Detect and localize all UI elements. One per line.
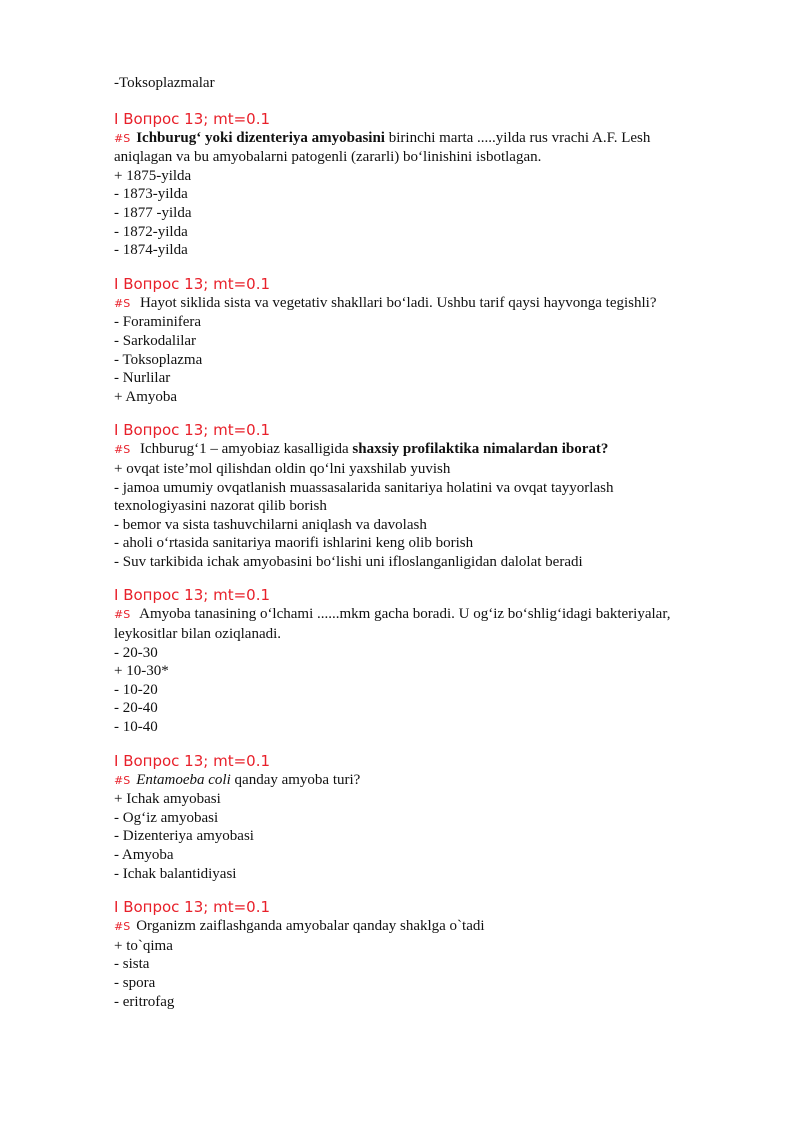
question-mark: #S — [114, 131, 131, 145]
question-header: I Вопрос 13; mt=0.1 — [114, 421, 271, 440]
answer-option: - Nurlilar — [114, 370, 171, 387]
stem-text: qanday amyoba turi? — [230, 771, 361, 788]
answer-option: - Dizenteriya amyobasi — [114, 828, 254, 845]
question-mark: #S — [114, 773, 131, 787]
stem-line-2: aniqlagan va bu amyobalarni patogenli (zararli) bo‘linishini isbotlagan. — [114, 149, 542, 166]
stem-text: Organizm zaiflashganda amyobalar qanday shaklga o`tadi — [136, 918, 485, 935]
answer-option: - 10-40 — [114, 719, 158, 736]
answer-option: + Ichak amyobasi — [114, 791, 221, 808]
answer-option: - 20-40 — [114, 700, 158, 717]
answer-option: - 1874-yilda — [114, 242, 188, 259]
document-page — [114, 74, 714, 1025]
answer-option: - spora — [114, 974, 156, 991]
stem-text: Amyoba tanasining o‘lchami ......mkm gacha boradi. U og‘iz bo‘shlig‘idagi bakteriyalar, — [136, 606, 671, 623]
answer-option: + 10-30* — [114, 663, 169, 680]
question-stem — [114, 605, 714, 625]
answer-option: + to`qima — [114, 937, 173, 954]
stem-line-2: leykositlar bilan oziqlanadi. — [114, 626, 282, 643]
answer-option: - Toksoplazma — [114, 351, 203, 368]
answer-option: - 1872-yilda — [114, 223, 188, 240]
question-header: I Вопрос 13; mt=0.1 — [114, 898, 271, 917]
answer-option: + ovqat iste’mol qilishdan oldin qo‘lni yaxshilab yuvish — [114, 460, 451, 477]
answer-option: texnologiyasini nazorat qilib borish — [114, 498, 327, 515]
answer-option: - bemor va sista tashuvchilarni aniqlash va davolash — [114, 516, 427, 533]
answer-option: - Foraminifera — [114, 314, 202, 331]
answer-option: + Amyoba — [114, 388, 178, 405]
question-block — [114, 109, 714, 260]
question-block — [114, 751, 714, 884]
answer-option: - 20-30 — [114, 644, 158, 661]
question-block — [114, 897, 714, 1011]
answer-option: - sista — [114, 956, 150, 973]
question-header: I Вопрос 13; mt=0.1 — [114, 109, 271, 128]
stem-italic: Entamoeba coli — [136, 771, 231, 788]
question-mark: #S — [114, 920, 131, 934]
answer-option: - jamoa umumiy ovqatlanish muassasalarida sanitariya holatini va ovqat tayyorlash — [114, 479, 614, 496]
answer-option: - Suv tarkibida ichak amyobasini bo‘lishi uni ifloslanganligidan dalolat beradi — [114, 553, 583, 570]
answer-option: - Og‘iz amyobasi — [114, 809, 219, 826]
question-stem — [114, 129, 714, 149]
stem-bold: Ichburug‘ yoki dizenteriya amyobasini — [136, 129, 385, 146]
answer-option: - 10-20 — [114, 681, 158, 698]
question-block — [114, 585, 714, 736]
question-header: I Вопрос 13; mt=0.1 — [114, 751, 271, 770]
answer-option: - aholi o‘rtasida sanitariya maorifi ishlarini keng olib borish — [114, 535, 474, 552]
question-mark: #S — [114, 608, 131, 622]
answer-option: - eritrofag — [114, 993, 175, 1010]
question-mark: #S — [114, 443, 131, 457]
stem-bold: shaxsiy profilaktika nimalardan iborat? — [352, 441, 609, 458]
question-header: I Вопрос 13; mt=0.1 — [114, 586, 271, 605]
intro-line: -Toksoplazmalar — [114, 75, 215, 91]
question-block — [114, 274, 714, 407]
answer-option: - 1873-yilda — [114, 186, 188, 203]
answer-option: - Amyoba — [114, 847, 174, 863]
answer-option: - 1877 -yilda — [114, 204, 192, 221]
answer-option: + 1875-yilda — [114, 167, 192, 184]
question-mark: #S — [114, 296, 131, 310]
question-stem — [114, 917, 714, 937]
stem-text: Ichburug‘1 – amyobiaz kasalligida — [136, 441, 353, 458]
question-block — [114, 420, 714, 571]
question-stem — [114, 440, 714, 460]
question-stem — [114, 771, 714, 791]
question-stem — [114, 294, 714, 314]
question-header: I Вопрос 13; mt=0.1 — [114, 274, 271, 293]
stem-text: birinchi marta .....yilda rus vrachi A.F. Lesh — [384, 129, 651, 146]
answer-option: - Ichak balantidiyasi — [114, 865, 237, 882]
stem-text: Hayot siklida sista va vegetativ shakllari bo‘ladi. Ushbu tarif qaysi hayvonga tegishli? — [136, 294, 657, 311]
answer-option: - Sarkodalilar — [114, 332, 197, 349]
